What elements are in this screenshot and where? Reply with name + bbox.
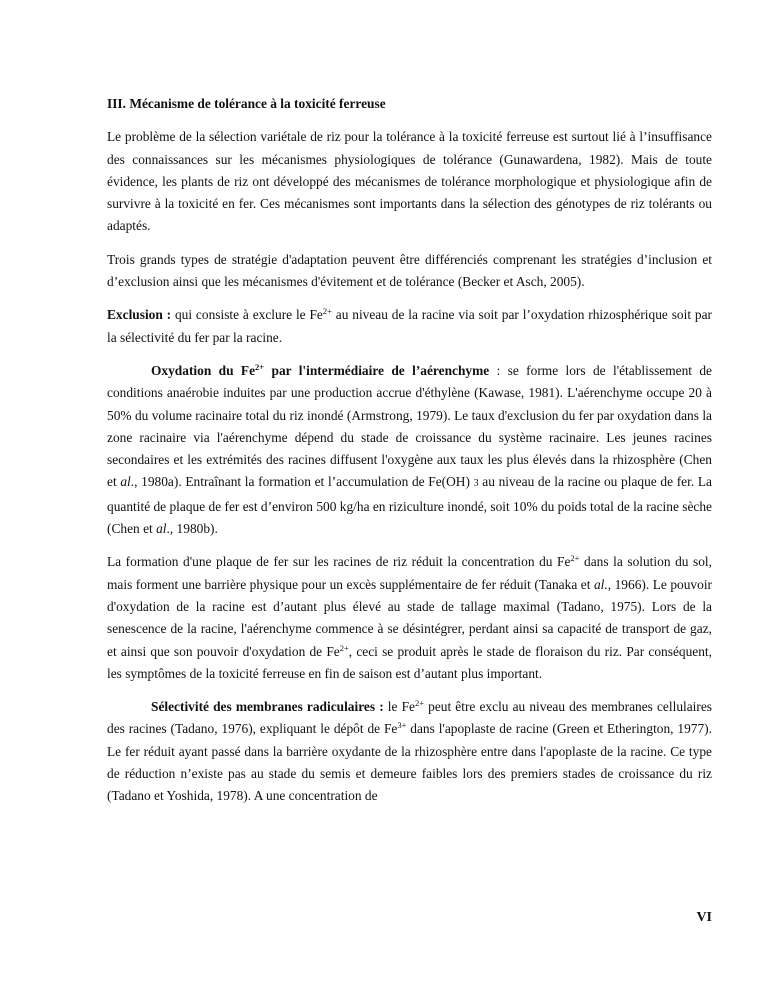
page-number: VI (696, 910, 712, 925)
paragraph-oxidation: Oxydation du $Fe^{2+}$ par l'intermédiaire de l’aérenchyme : se forme lors de l'établissement de conditions anaérobie induites par une production accrue d'éthylène (Kawase, 1981). L'aérenchyme occupe 20 à 50% du volume racinaire total du riz inondé (Armstrong, 1979). Le taux d'exclusion du fer par oxydation dans la zone racinaire via l'aérenchyme dépend du stade de croissance du système racinaire. Les jeunes racines secondaires et les extrémités des racines diffusent l'oxygène aux taux les plus élevés dans la rhizosphère (Chen et al., 1980a). Entraînant la formation et l’accumulation de Fe(OH) 3 au niveau de la racine ou plaque de fer. La quantité de plaque de fer est d’environ 500 kg/ha en riziculture inondé, soit 10% du poids total de la racine sèche (Chen et al., 1980b). (107, 361, 712, 537)
paragraph-strategies: Trois grands types de stratégie d'adaptation peuvent être différenciés comprenant les stratégies d’inclusion et d’exclusion ainsi que les mécanismes d'évitement et de tolérance (Becker et Asch, 2005). (107, 251, 712, 290)
exclusion-label: Exclusion : (107, 307, 172, 323)
document-body (107, 93, 712, 819)
paragraph-exclusion: Exclusion : qui consiste à exclure le $Fe^{2+}$ au niveau de la racine via soit par l’oxydation rhizosphérique soit par la sélectivité du fer par la racine. (107, 306, 712, 345)
paragraph-membrane-selectivity: Sélectivité des membranes radiculaires : le $Fe^{2+}$ peut être exclu au niveau des membranes cellulaires des racines (Tadano, 1976), expliquant le dépôt de $Fe^{3+}$ dans l'apoplaste de racine (Green et Etherington, 1977). Le fer réduit ayant passé dans la barrière oxydante de la rhizosphère entre dans l'apoplaste de la racine. Ce type de réduction n’existe pas au stade du semis et demeure faibles lors des premiers stades de croissance du riz (Tadano et Yoshida, 1978). A une concentration de (107, 698, 713, 804)
paragraph-iron-plaque: La formation d'une plaque de fer sur les racines de riz réduit la concentration du $Fe^{2+}$ dans la solution du sol, mais forment une barrière physique pour un excès supplémentaire de fer réduit (Tanaka et al., 1966). Le pouvoir d'oxydation de la racine est d’autant plus élevé au stade de tallage maximal (Tadano, 1975). Lors de la senescence de la racine, l'aérenchyme commence à se désintégrer, perdant ainsi sa capacité de transport de gaz, et ainsi que son pouvoir d'oxydation de $Fe^{2+}$, ceci se produit après le stade de floraison du riz. Par conséquent, les symptômes de la toxicité ferreuse en fin de saison est d’autant plus important. (107, 553, 712, 681)
paragraph-intro: Le problème de la sélection variétale de riz pour la tolérance à la toxicité ferreuse est surtout lié à l’insuffisance des connaissances sur les mécanismes physiologiques de tolérance (Gunawardena, 1982). Mais de toute évidence, les plants de riz ont développé des mécanismes de tolérance morphologique et physiologique afin de survivre à la toxicité en fer. Ces mécanismes sont importants dans la sélection des génotypes de riz tolérants ou adaptés. (107, 129, 712, 234)
oxidation-title: Oxydation du $Fe^{2+}$ par l'intermédiaire de l’aérenchyme (151, 361, 490, 378)
membrane-title: Sélectivité des membranes radiculaires : (151, 699, 384, 715)
section-heading: III. Mécanisme de tolérance à la toxicité ferreuse (107, 96, 386, 111)
